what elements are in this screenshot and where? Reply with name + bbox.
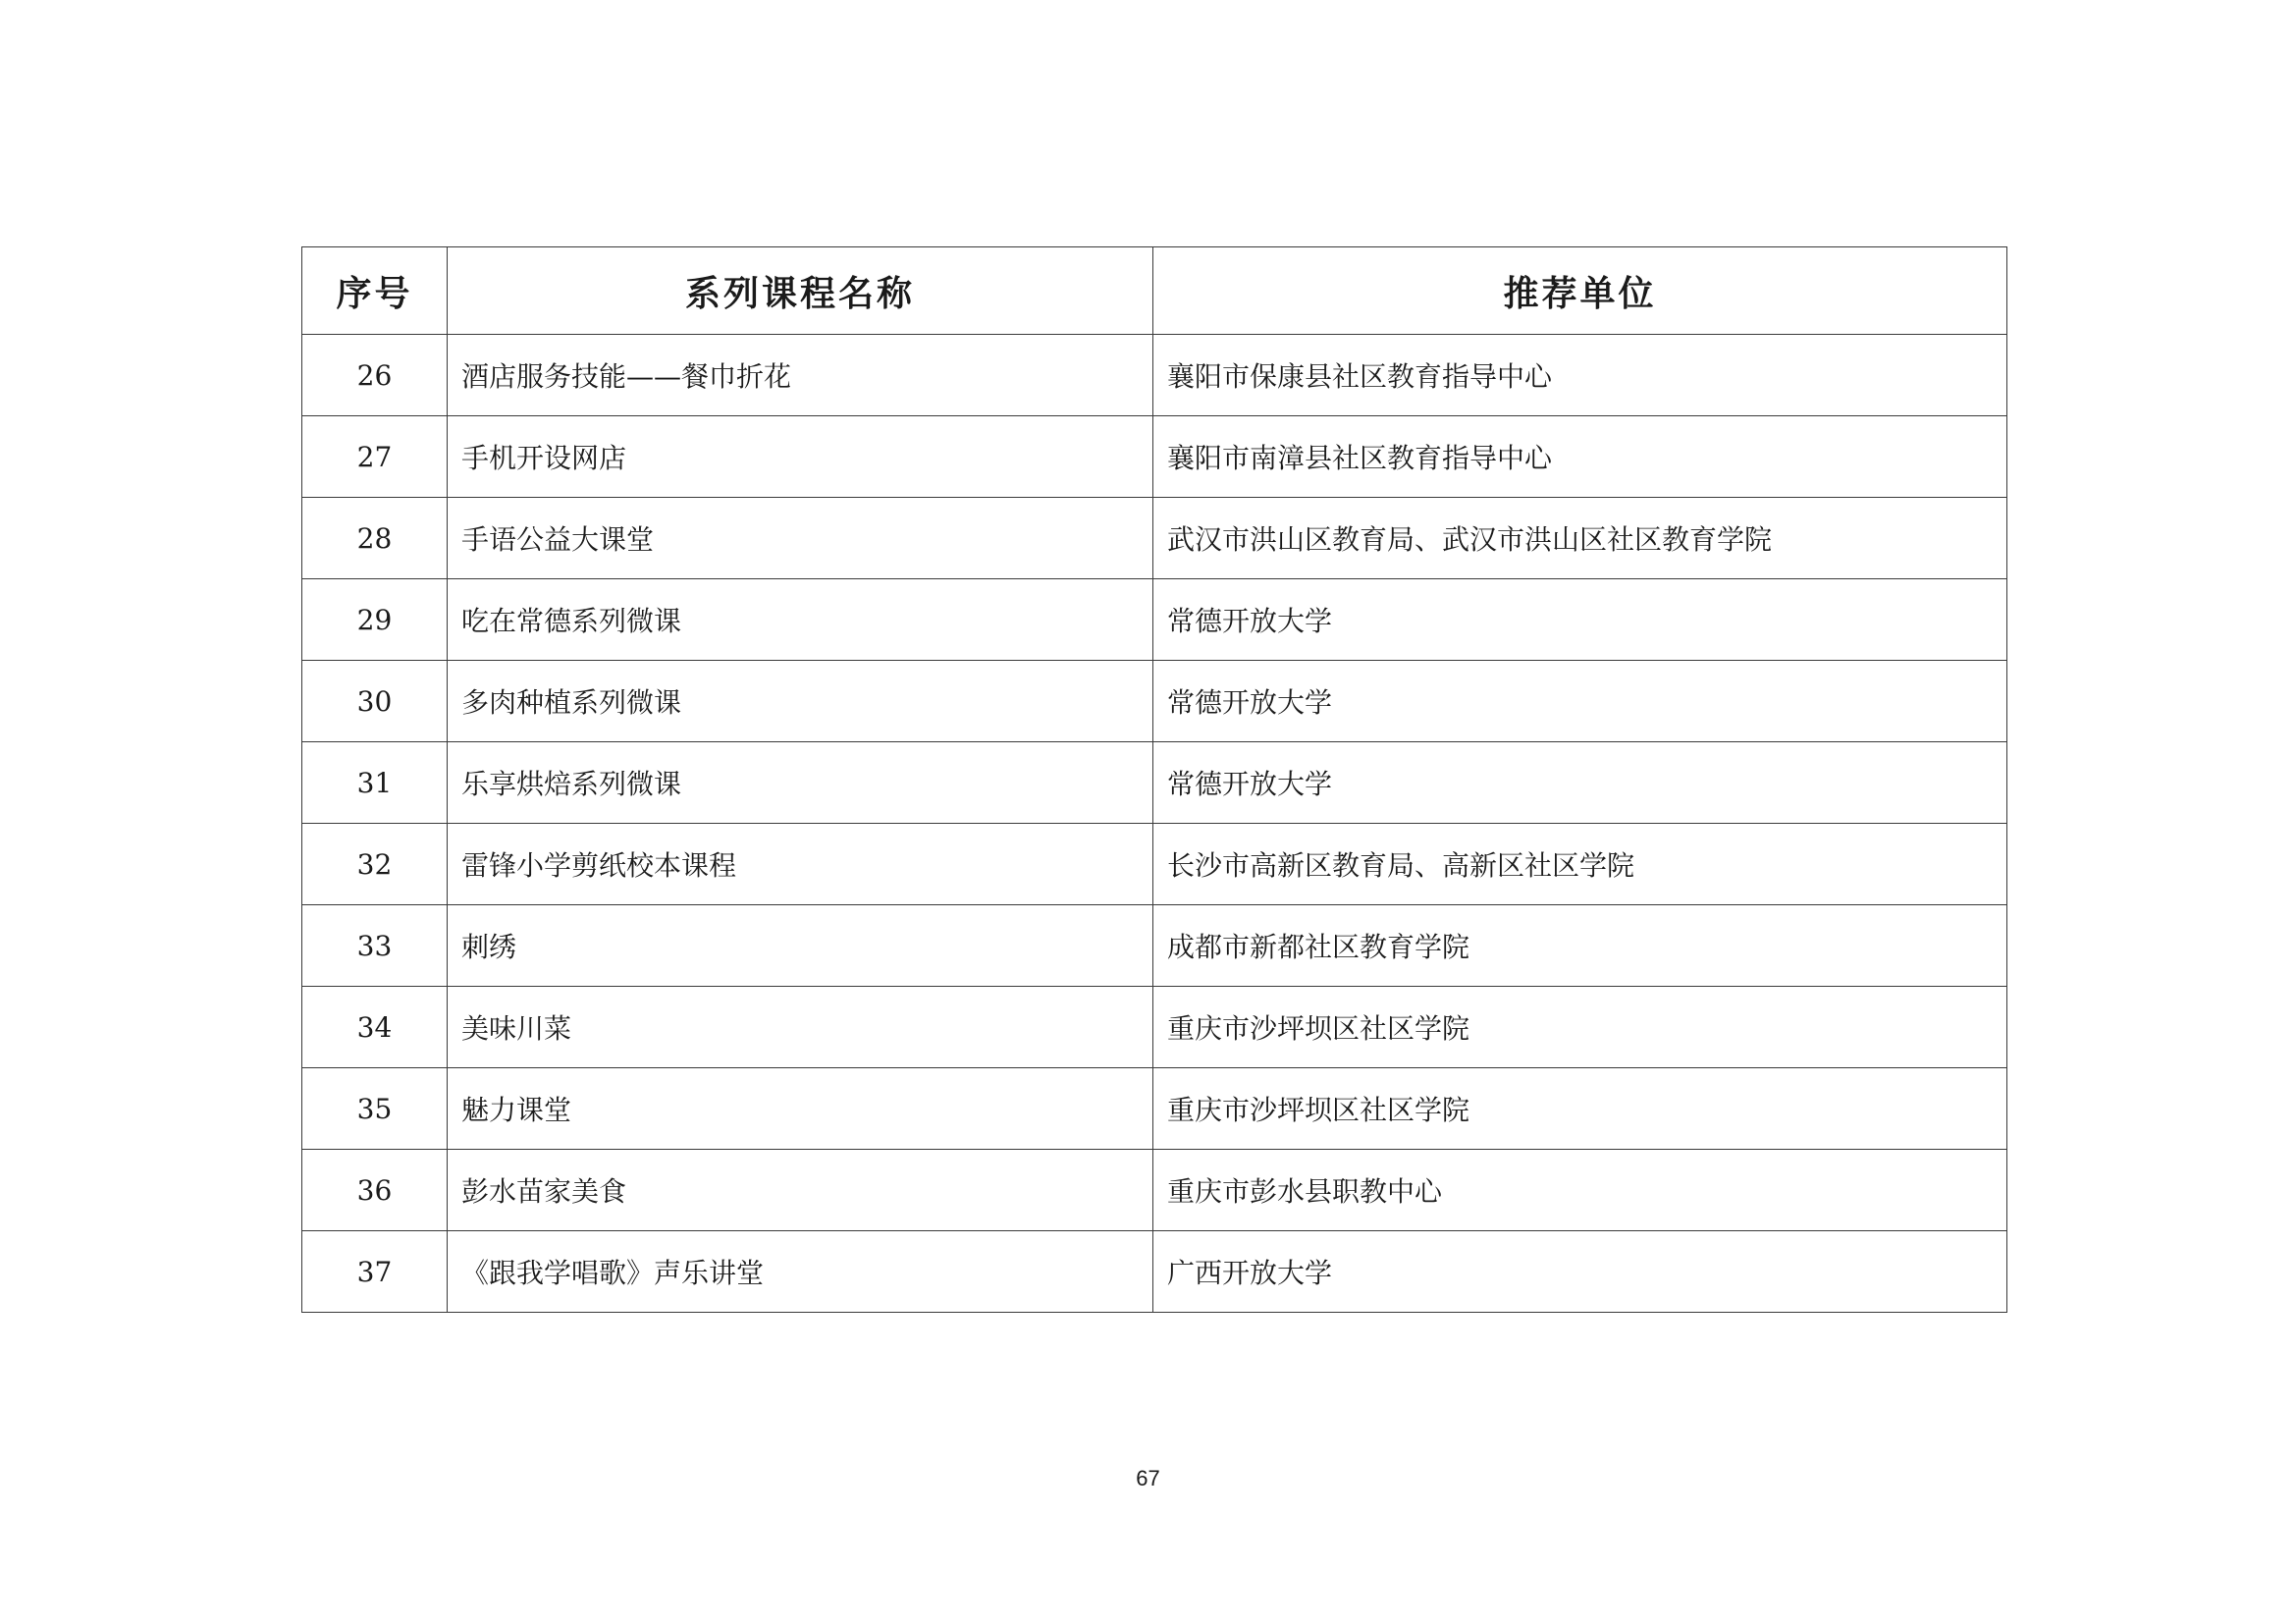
- row-course-name: 乐享烘焙系列微课: [448, 742, 1153, 824]
- row-seq: 36: [302, 1150, 448, 1231]
- table-row: [302, 1150, 2007, 1231]
- row-seq: 30: [302, 661, 448, 742]
- row-recommending-unit: 襄阳市保康县社区教育指导中心: [1153, 335, 2007, 416]
- row-seq: 33: [302, 905, 448, 987]
- row-seq: 37: [302, 1231, 448, 1313]
- row-course-name: 魅力课堂: [448, 1068, 1153, 1150]
- table-row: [302, 824, 2007, 905]
- row-recommending-unit: 常德开放大学: [1153, 661, 2007, 742]
- row-course-name: 刺绣: [448, 905, 1153, 987]
- page-number: 67: [1136, 1466, 1160, 1490]
- table-row: [302, 987, 2007, 1068]
- course-table: [301, 246, 2007, 1313]
- row-course-name: 彭水苗家美食: [448, 1150, 1153, 1231]
- row-course-name: 《跟我学唱歌》声乐讲堂: [448, 1231, 1153, 1313]
- row-recommending-unit: 长沙市高新区教育局、高新区社区学院: [1153, 824, 2007, 905]
- row-recommending-unit: 襄阳市南漳县社区教育指导中心: [1153, 416, 2007, 498]
- table-row: [302, 579, 2007, 661]
- row-seq: 31: [302, 742, 448, 824]
- table-row: [302, 1068, 2007, 1150]
- row-seq: 32: [302, 824, 448, 905]
- row-course-name: 雷锋小学剪纸校本课程: [448, 824, 1153, 905]
- row-recommending-unit: 常德开放大学: [1153, 742, 2007, 824]
- header-recommending-unit: 推荐单位: [1153, 247, 2007, 335]
- table-row: [302, 416, 2007, 498]
- table-row: [302, 498, 2007, 579]
- row-course-name: 吃在常德系列微课: [448, 579, 1153, 661]
- row-seq: 34: [302, 987, 448, 1068]
- row-recommending-unit: 常德开放大学: [1153, 579, 2007, 661]
- row-recommending-unit: 武汉市洪山区教育局、武汉市洪山区社区教育学院: [1153, 498, 2007, 579]
- header-seq: 序号: [302, 247, 448, 335]
- row-seq: 35: [302, 1068, 448, 1150]
- row-recommending-unit: 成都市新都社区教育学院: [1153, 905, 2007, 987]
- row-seq: 28: [302, 498, 448, 579]
- table-row: [302, 1231, 2007, 1313]
- row-course-name: 多肉种植系列微课: [448, 661, 1153, 742]
- table-header-row: [302, 247, 2007, 335]
- row-course-name: 酒店服务技能——餐巾折花: [448, 335, 1153, 416]
- row-seq: 29: [302, 579, 448, 661]
- table-row: [302, 335, 2007, 416]
- row-course-name: 手语公益大课堂: [448, 498, 1153, 579]
- row-seq: 27: [302, 416, 448, 498]
- header-course-name: 系列课程名称: [448, 247, 1153, 335]
- row-recommending-unit: 重庆市沙坪坝区社区学院: [1153, 1068, 2007, 1150]
- row-course-name: 美味川菜: [448, 987, 1153, 1068]
- row-seq: 26: [302, 335, 448, 416]
- row-recommending-unit: 重庆市彭水县职教中心: [1153, 1150, 2007, 1231]
- table-row: [302, 661, 2007, 742]
- table-row: [302, 905, 2007, 987]
- row-course-name: 手机开设网店: [448, 416, 1153, 498]
- row-recommending-unit: 广西开放大学: [1153, 1231, 2007, 1313]
- table-row: [302, 742, 2007, 824]
- row-recommending-unit: 重庆市沙坪坝区社区学院: [1153, 987, 2007, 1068]
